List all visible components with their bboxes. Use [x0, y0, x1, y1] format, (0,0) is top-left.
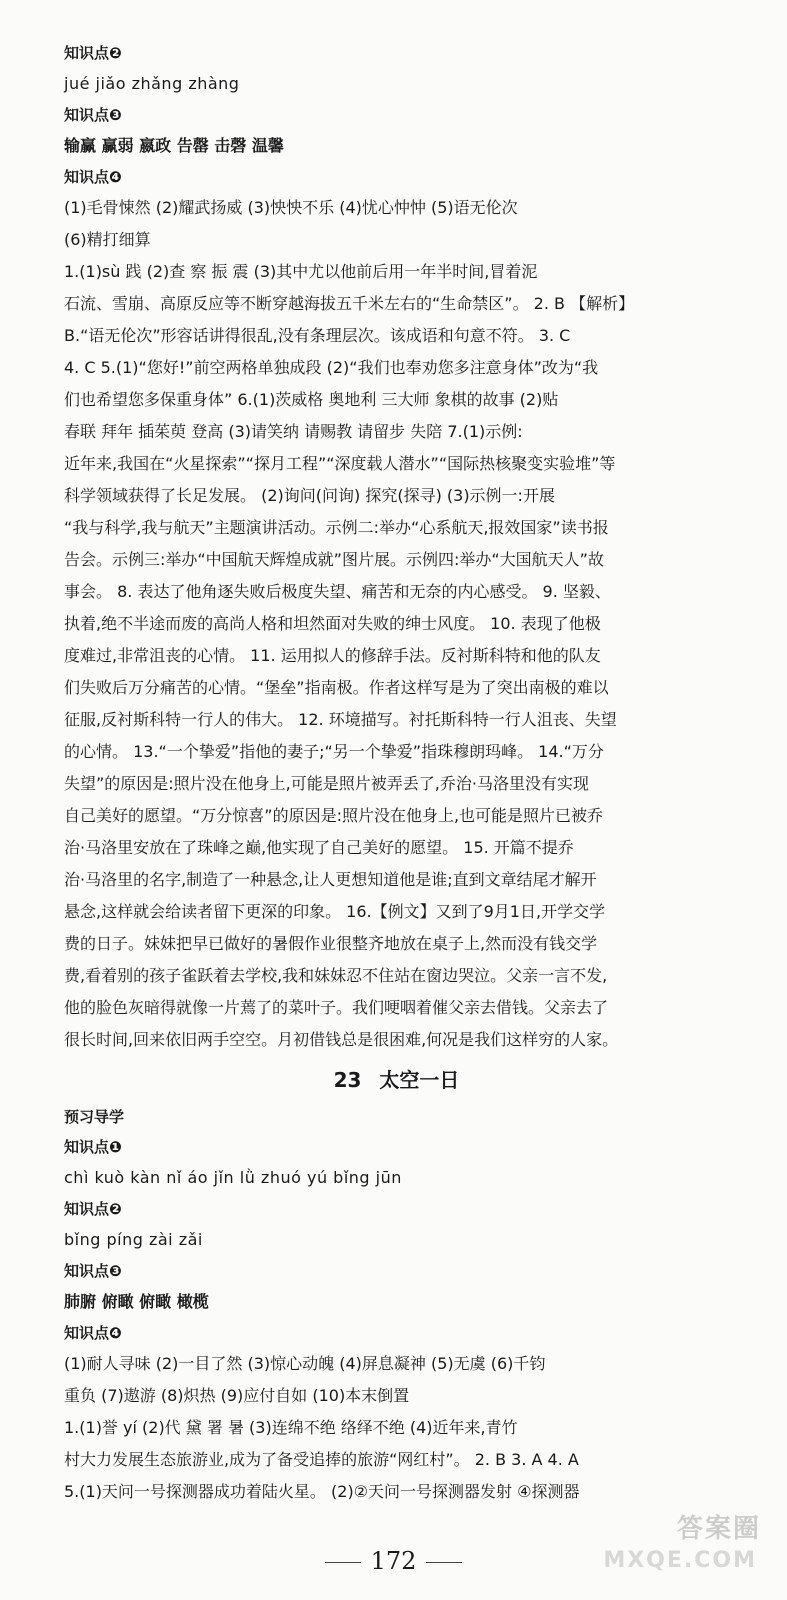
- knowledge-point-4-line: (1)毛骨悚然 (2)耀武扬威 (3)怏怏不乐 (4)忧心忡忡 (5)语无伦次: [64, 198, 518, 217]
- answer-line: 5.(1)天问一号探测器成功着陆火星。 (2)②天问一号探测器发射 ④探测器: [64, 1482, 580, 1501]
- footer-rule-right: [426, 1562, 462, 1563]
- answer-line: 很长时间,回来依旧两手空空。月初借钱总是很困难,何况是我们这样穷的人家。: [64, 1030, 619, 1049]
- answer-line: 治·马洛里安放在了珠峰之巅,他实现了自己美好的愿望。 15. 开篇不提乔: [64, 838, 574, 857]
- knowledge-point-3-heading: 知识点❸: [64, 1262, 122, 1280]
- answer-line: 执着,绝不半途而废的高尚人格和坦然面对失败的绅士风度。 10. 表现了他极: [64, 614, 601, 633]
- answer-line: 事会。 8. 表达了他角逐失败后极度失望、痛苦和无奈的内心感受。 9. 坚毅、: [64, 582, 611, 601]
- knowledge-point-2-pinyin: jué jiǎo zhǎng zhàng: [64, 74, 240, 93]
- lesson-number: 23: [333, 1068, 362, 1092]
- answer-line: 近年来,我国在“火星探索”“探月工程”“深度载人潜水”“国际热核聚变实验堆”等: [64, 454, 616, 473]
- answer-line: 自己美好的愿望。“万分惊喜”的原因是:照片没在他身上,也可能是照片已被乔: [64, 806, 604, 825]
- answer-line: “我与科学,我与航天”主题演讲活动。示例二:举办“心系航天,报效国家”读书报: [64, 518, 609, 537]
- knowledge-point-1-heading: 知识点❶: [64, 1138, 122, 1156]
- knowledge-point-4-line: (1)耐人寻味 (2)一目了然 (3)惊心动魄 (4)屏息凝神 (5)无虞 (6)千钧: [64, 1354, 546, 1373]
- answer-line: 春联 拜年 插茱萸 登高 (3)请笑纳 请赐教 请留步 失陪 7.(1)示例:: [64, 422, 523, 441]
- knowledge-point-2-heading: 知识点❷: [64, 1200, 122, 1218]
- lesson-title: [64, 1060, 729, 1100]
- watermark-logo: [603, 1504, 771, 1584]
- answer-line: 悬念,这样就会给读者留下更深的印象。 16.【例文】又到了9月1日,开学交学: [64, 902, 606, 921]
- knowledge-point-3-words: 输赢 赢弱 嬴政 告罄 击磬 温馨: [64, 136, 284, 155]
- knowledge-point-1-pinyin: chì kuò kàn nǐ áo jǐn lǜ zhuó yú bǐng jūn: [64, 1168, 402, 1187]
- answer-line: 费的日子。妹妹把早已做好的暑假作业很整齐地放在桌子上,然而没有钱交学: [64, 934, 598, 953]
- knowledge-point-4-heading: 知识点❹: [64, 168, 122, 186]
- watermark-top-text: 答案圈: [676, 1514, 761, 1544]
- knowledge-point-3-heading: 知识点❸: [64, 106, 122, 124]
- answer-line: 治·马洛里的名字,制造了一种悬念,让人更想知道他是谁;直到文章结尾才解开: [64, 870, 597, 889]
- answer-line: 1.(1)誉 yí (2)代 黛 署 暑 (3)连绵不绝 络绎不绝 (4)近年来,青竹: [64, 1418, 518, 1437]
- lesson-name: 太空一日: [379, 1068, 460, 1092]
- page-number-text: 172: [370, 1547, 417, 1575]
- answer-content: [64, 38, 729, 1508]
- watermark-bottom-text: MXQE.COM: [603, 1548, 757, 1573]
- knowledge-point-2-heading: 知识点❷: [64, 44, 122, 62]
- answer-line: 的心情。 13.“一个挚爱”指他的妻子;“另一个挚爱”指珠穆朗玛峰。 14.“万分: [64, 742, 604, 761]
- answer-line: 4. C 5.(1)“您好!”前空两格单独成段 (2)“我们也奉劝您多注意身体”改为“我: [64, 358, 599, 377]
- answer-line: 征服,反衬斯科特一行人的伟大。 12. 环境描写。衬托斯科特一行人沮丧、失望: [64, 710, 617, 729]
- knowledge-point-4-heading: 知识点❹: [64, 1324, 122, 1342]
- knowledge-point-3-words: 肺腑 俯瞰 俯瞰 橄榄: [64, 1292, 209, 1311]
- answer-line: 1.(1)sù 践 (2)查 察 振 震 (3)其中尤以他前后用一年半时间,冒着泥: [64, 262, 538, 281]
- answer-line: 告会。示例三:举办“中国航天辉煌成就”图片展。示例四:举办“大国航天人”故: [64, 550, 604, 569]
- footer-rule-left: [325, 1562, 361, 1563]
- knowledge-point-4-line: (6)精打细算: [64, 230, 151, 249]
- answer-line: 他的脸色灰暗得就像一片蔫了的菜叶子。我们哽咽着催父亲去借钱。父亲去了: [64, 998, 609, 1017]
- answer-line: 科学领域获得了长足发展。 (2)询问(问询) 探究(探寻) (3)示例一:开展: [64, 486, 555, 505]
- answer-line: 失望”的原因是:照片没在他身上,可能是照片被弄丢了,乔治·马洛里没有实现: [64, 774, 589, 793]
- answer-line: 石流、雪崩、高原反应等不断穿越海拔五千米左右的“生命禁区”。 2. B 【解析】: [64, 294, 635, 313]
- answer-line: 费,看着别的孩子雀跃着去学校,我和妹妹忍不住站在窗边哭泣。父亲一言不发,: [64, 966, 608, 985]
- preview-heading: 预习导学: [64, 1108, 125, 1126]
- answer-line: 度难过,非常沮丧的心情。 11. 运用拟人的修辞手法。反衬斯科特和他的队友: [64, 646, 601, 665]
- answers-block: [64, 256, 729, 1056]
- answer-line: B.“语无伦次”形容话讲得很乱,没有条理层次。该成语和句意不符。 3. C: [64, 326, 571, 345]
- knowledge-point-2-pinyin: bǐng píng zài zǎi: [64, 1230, 203, 1249]
- knowledge-point-4-line: 重负 (7)遨游 (8)炽热 (9)应付自如 (10)本末倒置: [64, 1386, 410, 1405]
- answer-line: 们也希望您多保重身体” 6.(1)茨威格 奥地利 三大师 象棋的故事 (2)贴: [64, 390, 559, 409]
- answer-line: 村大力发展生态旅游业,成为了备受追捧的旅游“网红村”。 2. B 3. A 4. A: [64, 1450, 579, 1469]
- answer-line: 们失败后万分痛苦的心情。“堡垒”指南极。作者这样写是为了突出南极的难以: [64, 678, 609, 697]
